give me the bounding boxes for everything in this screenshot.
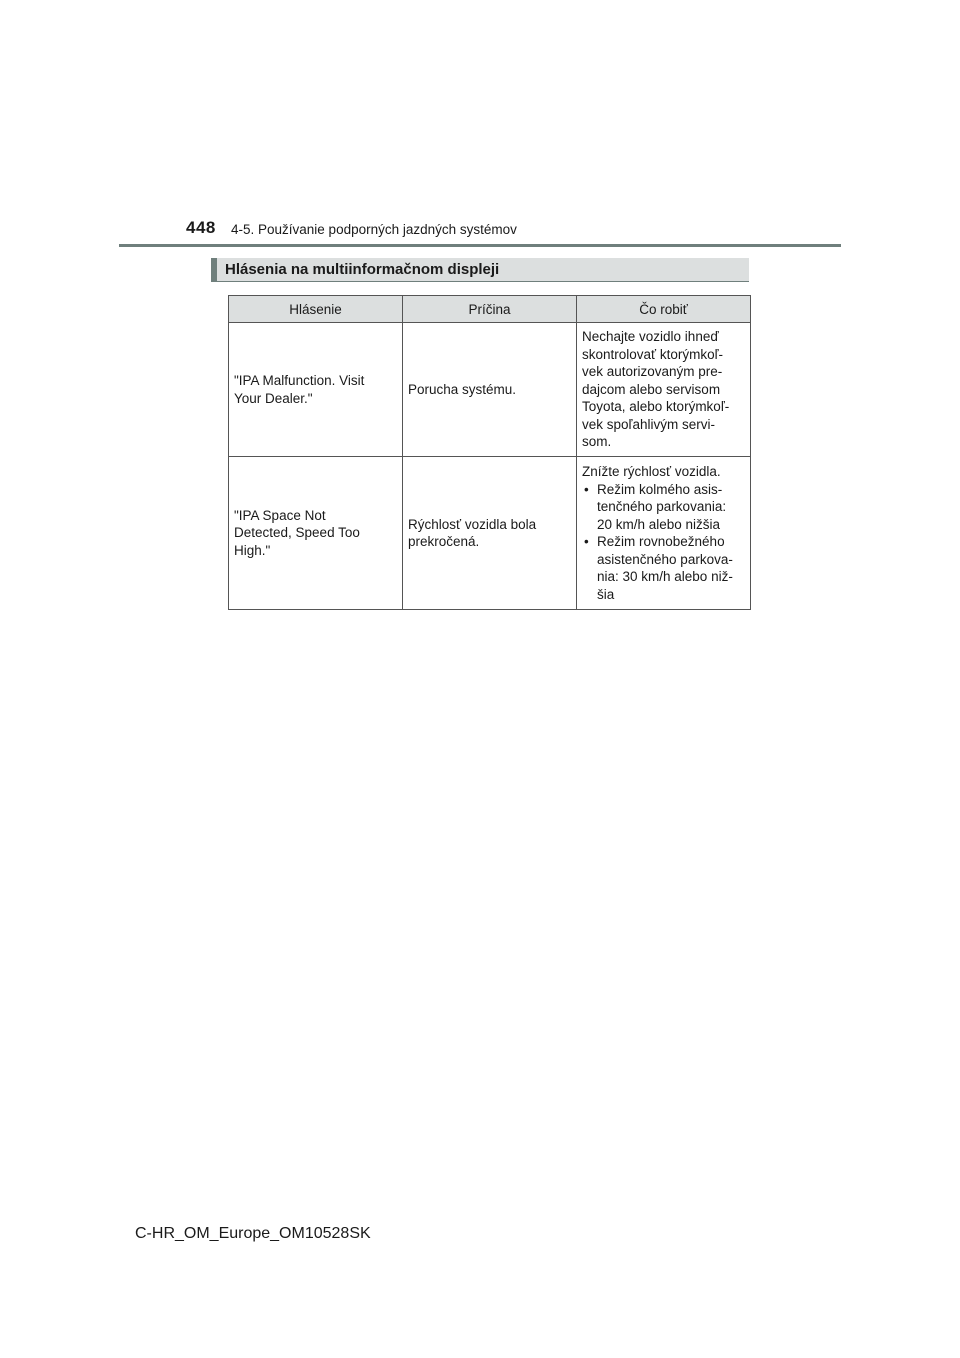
header-rule [119, 244, 841, 247]
table-header-row [229, 296, 751, 323]
cause-cell: Rýchlosť vozidla bola prekročená. [403, 457, 577, 610]
action-text: Nechajte vozidlo ihneď skontrolovať ktorýmkoľ- vek autorizovaným pre- dajcom alebo servisom Toyota, alebo ktorýmkoľ- vek spoľahlivým servi- som. [582, 329, 730, 450]
section-heading: Hlásenia na multiinformačnom displeji [211, 258, 749, 282]
action-text: Znížte rýchlosť vozidla. [582, 464, 721, 479]
column-header-action: Čo robiť [577, 296, 751, 323]
action-cell [577, 457, 751, 610]
messages-table [228, 295, 751, 610]
chapter-title: 4-5. Používanie podporných jazdných systémov [231, 222, 517, 237]
action-bullet-list [582, 481, 745, 604]
action-cell [577, 323, 751, 457]
table-row [229, 323, 751, 457]
message-cell: "IPA Space Not Detected, Speed Too High." [229, 457, 403, 610]
table-row [229, 457, 751, 610]
action-bullet-item: • Režim rovnobežného asistenčného parkova- nia: 30 km/h alebo niž- šia [582, 533, 745, 603]
document-code: C-HR_OM_Europe_OM10528SK [135, 1225, 371, 1242]
message-cell: "IPA Malfunction. Visit Your Dealer." [229, 323, 403, 457]
page-number: 448 [186, 218, 216, 237]
action-bullet-item: • Režim kolmého asis- tenčného parkovania: 20 km/h alebo nižšia [582, 481, 745, 534]
column-header-message: Hlásenie [229, 296, 403, 323]
column-header-cause: Príčina [403, 296, 577, 323]
cause-cell: Porucha systému. [403, 323, 577, 457]
